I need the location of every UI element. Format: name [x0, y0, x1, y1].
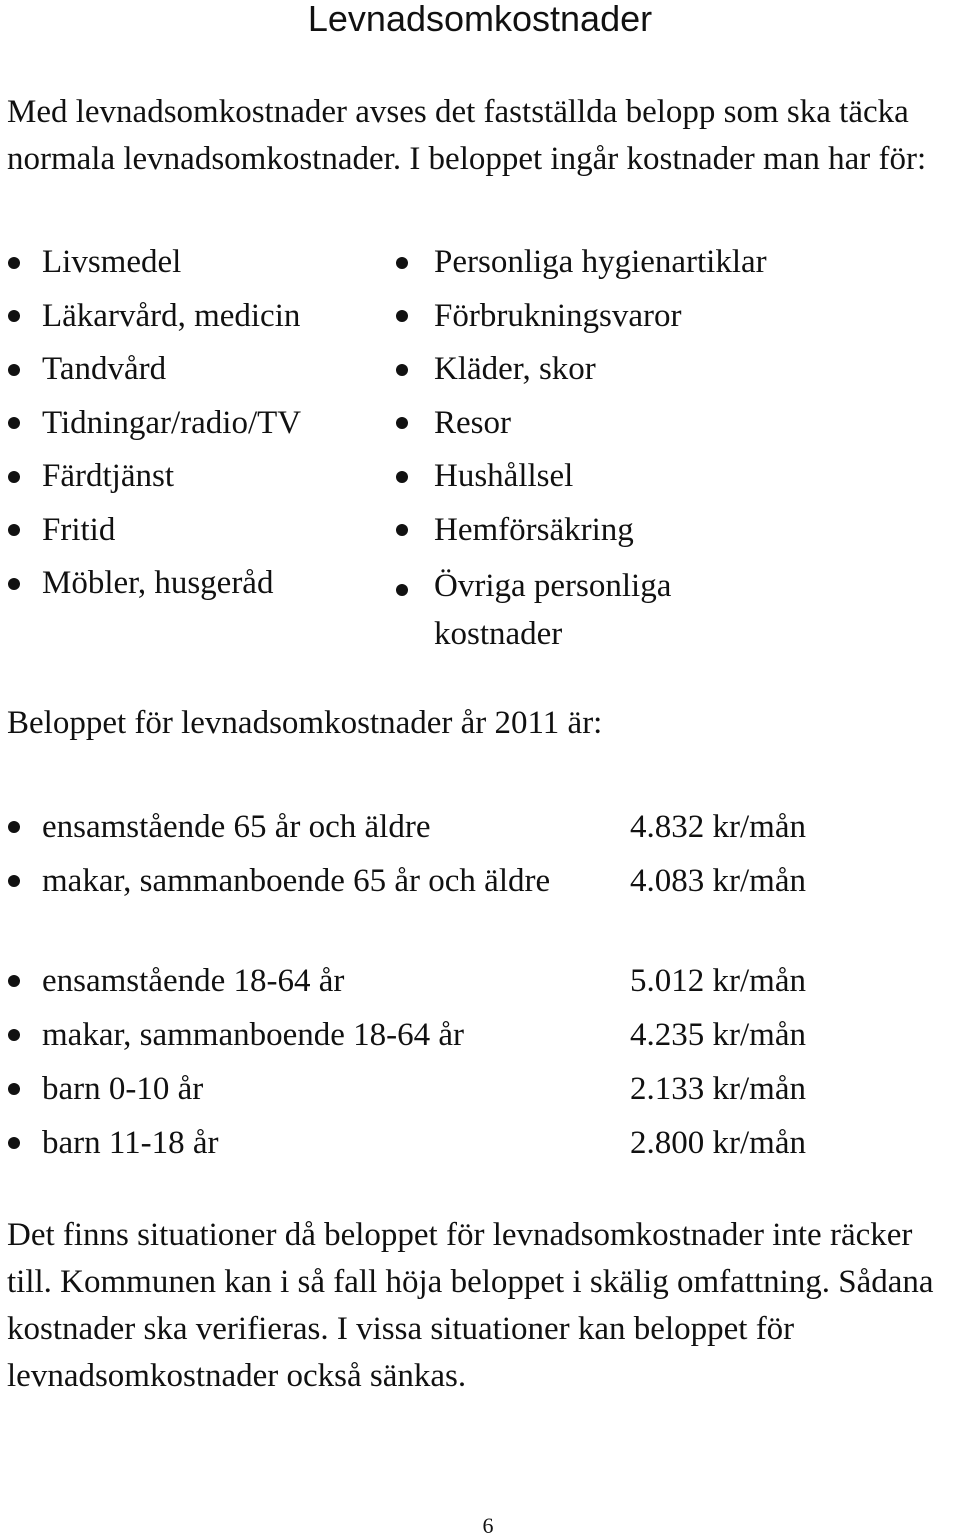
table-row — [0, 1116, 960, 1170]
list-item-label: Tandvård — [42, 351, 167, 387]
list-item — [390, 343, 950, 397]
amount-value: 5.012 kr/mån — [630, 963, 806, 999]
list-item-label: Förbrukningsvaror — [434, 297, 682, 334]
list-item-label: Färdtjänst — [42, 458, 174, 494]
list-item — [390, 397, 950, 451]
list-item-label: Livsmedel — [42, 244, 182, 280]
list-item — [390, 290, 950, 344]
bullet-icon — [396, 257, 408, 269]
amount-label: barn 11-18 år — [42, 1125, 219, 1161]
bullet-icon — [8, 1083, 20, 1095]
amount-heading: Beloppet för levnadsomkostnader år 2011 är: — [7, 705, 603, 741]
amount-label: ensamstående 65 år och äldre — [42, 809, 431, 845]
bullet-icon — [8, 1137, 20, 1149]
bullet-icon — [8, 578, 20, 590]
bullet-icon — [396, 310, 408, 322]
page-title: Levnadsomkostnader — [307, 0, 653, 39]
bullet-icon — [8, 975, 20, 987]
amount-label: ensamstående 18-64 år — [42, 963, 345, 999]
table-row — [0, 954, 960, 1008]
closing-paragraph: Det finns situationer då beloppet för levnadsomkostnader inte räcker till. Kommunen kan i så fall höja beloppet i skälig omfattning. Sådana kostnader ska verifieras. I vissa situationer kan beloppet för levnadsomkostnader också sänkas. — [7, 1217, 934, 1394]
bullet-icon — [396, 471, 408, 483]
list-item-label: Fritid — [42, 511, 116, 548]
bullet-icon — [8, 875, 20, 887]
list-item — [0, 236, 390, 290]
list-item-label: Hushållsel — [434, 458, 574, 494]
list-item-label: Möbler, husgeråd — [42, 565, 274, 601]
amount-value: 2.800 kr/mån — [630, 1125, 806, 1161]
bullet-icon — [8, 417, 20, 429]
bullet-icon — [8, 1029, 20, 1041]
list-item-label: Personliga hygienartiklar — [434, 244, 767, 280]
bullet-icon — [396, 524, 408, 536]
list-item-label: Hemförsäkring — [434, 511, 634, 548]
intro-paragraph: Med levnadsomkostnader avses det fastställda belopp som ska täcka normala levnadsomkostnader. I beloppet ingår kostnader man har för: — [7, 94, 927, 177]
bullet-icon — [8, 310, 20, 322]
bullet-icon — [8, 257, 20, 269]
list-item-label: Resor — [434, 404, 511, 441]
list-item-label: Övriga personliga kostnader — [434, 568, 672, 652]
cost-column-right — [390, 236, 950, 658]
bullet-icon — [8, 471, 20, 483]
list-item — [0, 450, 390, 504]
list-item — [0, 504, 390, 558]
amount-value: 4.832 kr/mån — [630, 809, 806, 845]
table-row — [0, 1008, 960, 1062]
amount-value: 2.133 kr/mån — [630, 1071, 806, 1107]
amount-label: makar, sammanboende 65 år och äldre — [42, 863, 551, 899]
amount-value: 4.235 kr/mån — [630, 1017, 806, 1053]
bullet-icon — [8, 821, 20, 833]
list-item-label: Läkarvård, medicin — [42, 297, 301, 334]
table-row — [0, 800, 960, 854]
list-item — [390, 504, 950, 558]
bullet-icon — [8, 364, 20, 376]
list-item-label: Tidningar/radio/TV — [42, 404, 302, 441]
bullet-icon — [396, 584, 408, 596]
cost-column-left — [0, 236, 390, 611]
list-item — [0, 290, 390, 344]
list-item — [0, 397, 390, 451]
list-item — [390, 236, 950, 290]
amount-table — [0, 800, 960, 1170]
bullet-icon — [8, 524, 20, 536]
list-item — [390, 450, 950, 504]
list-item-label: Kläder, skor — [434, 351, 596, 387]
bullet-icon — [396, 364, 408, 376]
table-row — [0, 1062, 960, 1116]
page-number: 6 — [482, 1513, 494, 1538]
list-item — [0, 343, 390, 397]
table-row — [0, 854, 960, 954]
amount-value: 4.083 kr/mån — [630, 863, 806, 899]
amount-label: makar, sammanboende 18-64 år — [42, 1017, 465, 1053]
amount-label: barn 0-10 år — [42, 1071, 204, 1107]
list-item — [0, 557, 390, 611]
bullet-icon — [396, 417, 408, 429]
list-item — [390, 557, 734, 658]
